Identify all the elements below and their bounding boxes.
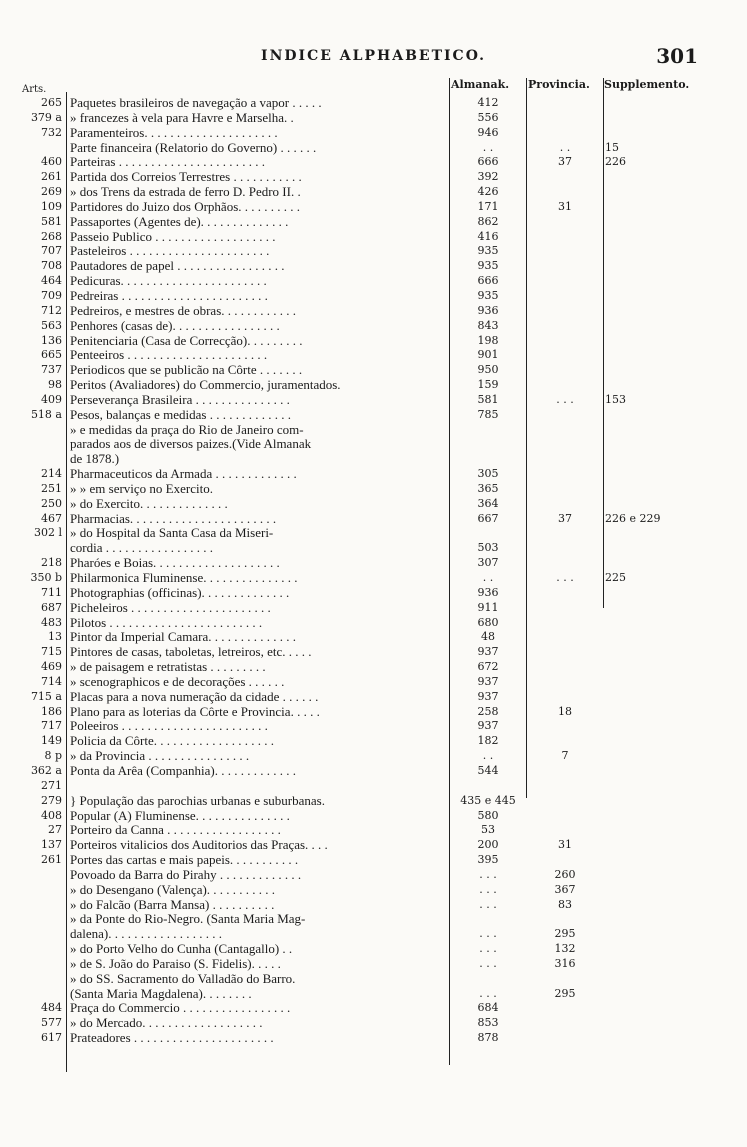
entry-description: Ponta da Arêa (Companhia). . . . . . . . . . . . . (70, 763, 297, 778)
almanak-page: 935 (477, 259, 499, 273)
article-number: 8 p (44, 749, 62, 763)
entry-description: » dos Trens da estrada de ferro D. Pedro II. . (70, 185, 301, 200)
entry-description: Porteiros vitalicios dos Auditorios das Praças. . . . (70, 838, 328, 853)
entry-description: Pilotos . . . . . . . . . . . . . . . . . . . . . . . . (70, 615, 263, 630)
almanak-page: 364 (477, 496, 499, 510)
index-row (0, 823, 747, 838)
article-number: 563 (41, 318, 62, 332)
index-row (0, 734, 747, 749)
index-table (0, 96, 747, 1046)
article-number: 302 l (33, 526, 62, 540)
index-row (0, 185, 747, 200)
almanak-page: 581 (477, 392, 499, 406)
column-header-supplemento: Supplemento. (604, 78, 690, 91)
entry-description: dalena). . . . . . . . . . . . . . . . . . (70, 927, 223, 942)
provincia-page: 132 (554, 942, 576, 956)
almanak-page: 785 (477, 407, 499, 421)
index-row (0, 630, 747, 645)
article-number: 186 (41, 704, 62, 718)
index-row (0, 853, 747, 868)
almanak-page: 544 (477, 763, 499, 777)
index-row (0, 304, 747, 319)
almanak-page: 935 (477, 288, 499, 302)
almanak-page: 365 (477, 481, 499, 495)
entry-description: Pharmacias. . . . . . . . . . . . . . . . . . . . . . . (70, 511, 277, 526)
index-row (0, 467, 747, 482)
almanak-page: 171 (477, 199, 499, 213)
article-number: 261 (41, 170, 62, 184)
index-row (0, 437, 747, 452)
article-number: 617 (41, 1031, 62, 1045)
entry-description: Pintores de casas, taboletas, letreiros, etc. . . . . (70, 645, 312, 660)
entry-description: Placas para a nova numeração da cidade . . . . . . (70, 689, 319, 704)
index-row (0, 111, 747, 126)
almanak-page: . . . (479, 882, 497, 896)
entry-description: Perseverança Brasileira . . . . . . . . . . . . . . . (70, 392, 290, 407)
almanak-page: . . . (479, 956, 497, 970)
index-row (0, 126, 747, 141)
entry-description: Pintor da Imperial Camara. . . . . . . . . . . . . . (70, 630, 297, 645)
entry-description: } População das parochias urbanas e suburbanas. (70, 793, 325, 808)
entry-description: Penitenciaria (Casa de Correcção). . . . . . . . . (70, 333, 303, 348)
entry-description: » da Provincia . . . . . . . . . . . . . . . . (70, 749, 250, 764)
index-row (0, 348, 747, 363)
almanak-page: 878 (477, 1031, 499, 1045)
article-number: 715 a (30, 689, 62, 703)
index-row (0, 541, 747, 556)
index-row (0, 363, 747, 378)
entry-description: Pedreiros, e mestres de obras. . . . . . . . . . . . (70, 303, 297, 318)
provincia-page: . . . (556, 571, 574, 584)
index-row (0, 378, 747, 393)
entry-description: Praça do Commercio . . . . . . . . . . . . . . . . . (70, 1001, 291, 1016)
index-row (0, 289, 747, 304)
entry-description: Penteeiros . . . . . . . . . . . . . . . . . . . . . . (70, 348, 268, 363)
almanak-page: 412 (477, 96, 499, 109)
article-number: 460 (41, 155, 62, 169)
column-header-provincia: Provincia. (528, 78, 590, 91)
entry-description: Policia da Côrte. . . . . . . . . . . . . . . . . . . (70, 734, 275, 749)
index-row (0, 452, 747, 467)
entry-description: cordia . . . . . . . . . . . . . . . . . (70, 541, 213, 556)
almanak-page: 672 (477, 660, 499, 674)
almanak-page: 503 (477, 541, 499, 555)
index-row (0, 556, 747, 571)
almanak-page: 862 (477, 214, 499, 228)
provincia-page: 18 (558, 704, 572, 718)
entry-description: Partidores do Juizo dos Orphãos. . . . . . . . . . (70, 199, 301, 214)
almanak-page: 937 (477, 674, 499, 688)
article-number: 149 (41, 734, 62, 748)
almanak-page: 200 (477, 838, 499, 852)
index-row (0, 809, 747, 824)
article-number: 137 (41, 838, 62, 852)
almanak-page: 667 (477, 511, 499, 525)
entry-description: » do Mercado. . . . . . . . . . . . . . . . . . . (70, 1016, 263, 1031)
almanak-page: 435 e 445 (460, 793, 516, 807)
entry-description: Pedicuras. . . . . . . . . . . . . . . . . . . . . . . (70, 274, 267, 289)
entry-description: Picheleiros . . . . . . . . . . . . . . . . . . . . . . (70, 600, 271, 615)
entry-description: » francezes à vela para Havre e Marselha. . (70, 110, 294, 125)
entry-description: Pedreiras . . . . . . . . . . . . . . . . . . . . . . . (70, 288, 268, 303)
almanak-page: 680 (477, 615, 499, 629)
article-number: 711 (41, 585, 62, 599)
index-row (0, 645, 747, 660)
article-number: 350 b (30, 571, 62, 584)
almanak-page: 416 (477, 229, 499, 243)
index-row (0, 96, 747, 111)
entry-description: Prateadores . . . . . . . . . . . . . . . . . . . . . . (70, 1031, 274, 1046)
entry-description: Popular (A) Fluminense. . . . . . . . . . . . . . . (70, 808, 290, 823)
provincia-page: 31 (558, 199, 572, 213)
entry-description: » de S. João do Paraiso (S. Fidelis). . . . . (70, 956, 281, 971)
index-row (0, 942, 747, 957)
almanak-page: 843 (477, 318, 499, 332)
entry-description: Plano para as loterias da Côrte e Provincia. . . . . (70, 704, 320, 719)
article-number: 27 (48, 823, 62, 837)
almanak-page: 666 (477, 274, 499, 288)
entry-description: Passeio Publico . . . . . . . . . . . . . . . . . . . (70, 229, 276, 244)
article-number: 379 a (30, 110, 62, 124)
index-row (0, 957, 747, 972)
index-row (0, 927, 747, 942)
almanak-page: . . . (479, 986, 497, 1000)
entry-description: Partida dos Correios Terrestres . . . . . . . . . . . (70, 170, 302, 185)
almanak-page: 853 (477, 1016, 499, 1030)
entry-description: » do Hospital da Santa Casa da Miseri- (70, 526, 274, 541)
almanak-page: 666 (477, 155, 499, 169)
almanak-page: . . . (479, 867, 497, 881)
entry-description: » do Falcão (Barra Mansa) . . . . . . . . . . (70, 897, 275, 912)
article-number: 408 (41, 808, 62, 822)
index-row (0, 898, 747, 913)
article-number: 665 (41, 348, 62, 362)
supplemento-page: 225 (605, 571, 626, 584)
index-row (0, 972, 747, 987)
entry-description: parados aos de diversos paizes.(Vide Almanak (70, 437, 312, 452)
almanak-page: 946 (477, 125, 499, 139)
entry-description: Pharmaceuticos da Armada . . . . . . . . . . . . . (70, 467, 297, 482)
entry-description: Pharóes e Boias. . . . . . . . . . . . . . . . . . . . (70, 556, 280, 571)
index-row (0, 170, 747, 185)
supplemento-page: 153 (605, 392, 626, 406)
index-row (0, 497, 747, 512)
entry-description: Porteiro da Canna . . . . . . . . . . . . . . . . . . (70, 823, 281, 838)
article-number: 268 (41, 229, 62, 243)
provincia-page: 37 (558, 511, 572, 525)
article-number: 464 (41, 274, 62, 288)
entry-description: Pasteleiros . . . . . . . . . . . . . . . . . . . . . . (70, 244, 270, 259)
index-row (0, 868, 747, 883)
entry-description: Paramenteiros. . . . . . . . . . . . . . . . . . . . . (70, 125, 278, 140)
article-number: 687 (41, 600, 62, 614)
article-number: 269 (41, 185, 62, 199)
article-number: 271 (41, 778, 62, 792)
entry-description: » do Porto Velho do Cunha (Cantagallo) . . (70, 942, 293, 957)
entry-description: » » em serviço no Exercito. (70, 481, 213, 496)
provincia-page: . . (559, 140, 571, 154)
index-row (0, 719, 747, 734)
entry-description: (Santa Maria Magdalena). . . . . . . . (70, 986, 252, 1001)
article-number: 732 (41, 125, 62, 139)
entry-description: Parte financeira (Relatorio do Governo) . . . . . . (70, 140, 317, 155)
index-row (0, 1031, 747, 1046)
almanak-page: . . (482, 749, 494, 763)
almanak-page: 936 (477, 303, 499, 317)
almanak-page: 937 (477, 645, 499, 659)
provincia-page: 295 (554, 986, 576, 1000)
column-header-almanak: Almanak. (451, 78, 510, 91)
page-number: 301 (656, 44, 698, 68)
index-row (0, 200, 747, 215)
index-row (0, 987, 747, 1002)
article-number: 218 (41, 556, 62, 570)
article-number: 261 (41, 853, 62, 867)
index-row (0, 705, 747, 720)
page-title: INDICE ALPHABETICO. (261, 48, 486, 64)
index-row (0, 586, 747, 601)
almanak-page: 936 (477, 585, 499, 599)
index-row (0, 883, 747, 898)
index-row (0, 423, 747, 438)
provincia-page: 367 (554, 882, 576, 896)
provincia-page: 260 (554, 867, 576, 881)
entry-description: » de paisagem e retratistas . . . . . . . . . (70, 660, 266, 675)
index-row (0, 393, 747, 408)
index-row (0, 244, 747, 259)
almanak-page: . . . (479, 927, 497, 941)
article-number: 13 (48, 630, 62, 644)
almanak-page: . . . (479, 897, 497, 911)
index-row (0, 601, 747, 616)
entry-description: Poleeiros . . . . . . . . . . . . . . . . . . . . . . . (70, 719, 268, 734)
article-number: 714 (41, 674, 62, 688)
index-row (0, 512, 747, 527)
entry-description: Periodicos que se publicão na Côrte . . . . . . . (70, 363, 303, 378)
article-number: 577 (41, 1016, 62, 1030)
entry-description: Povoado da Barra do Pirahy . . . . . . . . . . . . . (70, 867, 302, 882)
article-number: 709 (41, 288, 62, 302)
index-row (0, 675, 747, 690)
index-row (0, 319, 747, 334)
article-number: 265 (41, 96, 62, 109)
index-row (0, 274, 747, 289)
entry-description: Passaportes (Agentes de). . . . . . . . . . . . . . (70, 214, 289, 229)
almanak-page: 305 (477, 467, 499, 481)
article-number: 109 (41, 199, 62, 213)
index-row (0, 838, 747, 853)
entry-description: Penhores (casas de). . . . . . . . . . . . . . . . . (70, 318, 280, 333)
entry-description: Peritos (Avaliadores) do Commercio, juramentados. (70, 378, 341, 393)
supplemento-page: 226 (605, 155, 626, 169)
index-row (0, 779, 747, 794)
article-number: 250 (41, 496, 62, 510)
entry-description: » e medidas da praça do Rio de Janeiro com- (70, 422, 304, 437)
index-row (0, 215, 747, 230)
index-row (0, 155, 747, 170)
article-number: 518 a (30, 407, 62, 421)
entry-description: Pautadores de papel . . . . . . . . . . . . . . . . . (70, 259, 285, 274)
almanak-page: 556 (477, 110, 499, 124)
index-row (0, 1001, 747, 1016)
almanak-page: 159 (477, 378, 499, 392)
article-number: 362 a (30, 763, 62, 777)
supplemento-page: 15 (605, 140, 619, 154)
article-number: 712 (41, 303, 62, 317)
entry-description: Photographias (officinas). . . . . . . . . . . . . . (70, 585, 290, 600)
column-header-arts: Arts. (22, 84, 47, 95)
entry-description: » do Desengano (Valença). . . . . . . . . . . (70, 882, 276, 897)
almanak-page: 950 (477, 363, 499, 377)
index-row (0, 690, 747, 705)
entry-description: de 1878.) (70, 452, 120, 467)
index-row (0, 1016, 747, 1031)
article-number: 469 (41, 660, 62, 674)
index-row (0, 616, 747, 631)
almanak-page: 258 (477, 704, 499, 718)
almanak-page: 684 (477, 1001, 499, 1015)
supplemento-page: 226 e 229 (605, 511, 661, 525)
index-row (0, 749, 747, 764)
article-number: 136 (41, 333, 62, 347)
almanak-page: 426 (477, 185, 499, 199)
article-number: 484 (41, 1001, 62, 1015)
almanak-page: 198 (477, 333, 499, 347)
index-row (0, 660, 747, 675)
provincia-page: 7 (561, 749, 569, 763)
entry-description: Portes das cartas e mais papeis. . . . . . . . . . . (70, 853, 299, 868)
entry-description: » scenographicos e de decorações . . . . . . (70, 674, 285, 689)
almanak-page: 911 (477, 600, 499, 614)
article-number: 483 (41, 615, 62, 629)
almanak-page: 395 (477, 853, 499, 867)
provincia-page: 37 (558, 155, 572, 169)
almanak-page: 937 (477, 689, 499, 703)
entry-description: Pesos, balanças e medidas . . . . . . . . . . . . . (70, 407, 291, 422)
index-row (0, 230, 747, 245)
index-row (0, 141, 747, 156)
index-row (0, 334, 747, 349)
index-row (0, 794, 747, 809)
article-number: 708 (41, 259, 62, 273)
provincia-page: 31 (558, 838, 572, 852)
article-number: 707 (41, 244, 62, 258)
provincia-page: 83 (558, 897, 572, 911)
almanak-page: 937 (477, 719, 499, 733)
article-number: 467 (41, 511, 62, 525)
almanak-page: 392 (477, 170, 499, 184)
article-number: 214 (41, 467, 62, 481)
almanak-page: 935 (477, 244, 499, 258)
entry-description: » do Exercito. . . . . . . . . . . . . . (70, 496, 228, 511)
entry-description: Paquetes brasileiros de navegação a vapor . . . . . (70, 96, 322, 110)
article-number: 717 (41, 719, 62, 733)
index-row (0, 408, 747, 423)
almanak-page: . . (482, 140, 494, 154)
almanak-page: 48 (481, 630, 495, 644)
almanak-page: . . . (479, 942, 497, 956)
index-row (0, 482, 747, 497)
article-number: 251 (41, 481, 62, 495)
index-row (0, 912, 747, 927)
provincia-page: . . . (556, 392, 574, 406)
almanak-page: 580 (477, 808, 499, 822)
article-number: 581 (41, 214, 62, 228)
entry-description: Parteiras . . . . . . . . . . . . . . . . . . . . . . . (70, 155, 265, 170)
almanak-page: . . (482, 571, 494, 584)
entry-description: » do SS. Sacramento do Valladão do Barro. (70, 971, 296, 986)
article-number: 409 (41, 392, 62, 406)
provincia-page: 295 (554, 927, 576, 941)
provincia-page: 316 (554, 956, 576, 970)
index-row (0, 526, 747, 541)
almanak-page: 901 (477, 348, 499, 362)
entry-description: Philarmonica Fluminense. . . . . . . . . . . . . . . (70, 571, 298, 585)
article-number: 98 (48, 378, 62, 392)
index-row (0, 259, 747, 274)
almanak-page: 307 (477, 556, 499, 570)
almanak-page: 182 (477, 734, 499, 748)
entry-description: » da Ponte do Rio-Negro. (Santa Maria Mag- (70, 912, 306, 927)
article-number: 279 (41, 793, 62, 807)
almanak-page: 53 (481, 823, 495, 837)
index-row (0, 764, 747, 779)
article-number: 715 (41, 645, 62, 659)
article-number: 737 (41, 363, 62, 377)
index-row (0, 571, 747, 586)
